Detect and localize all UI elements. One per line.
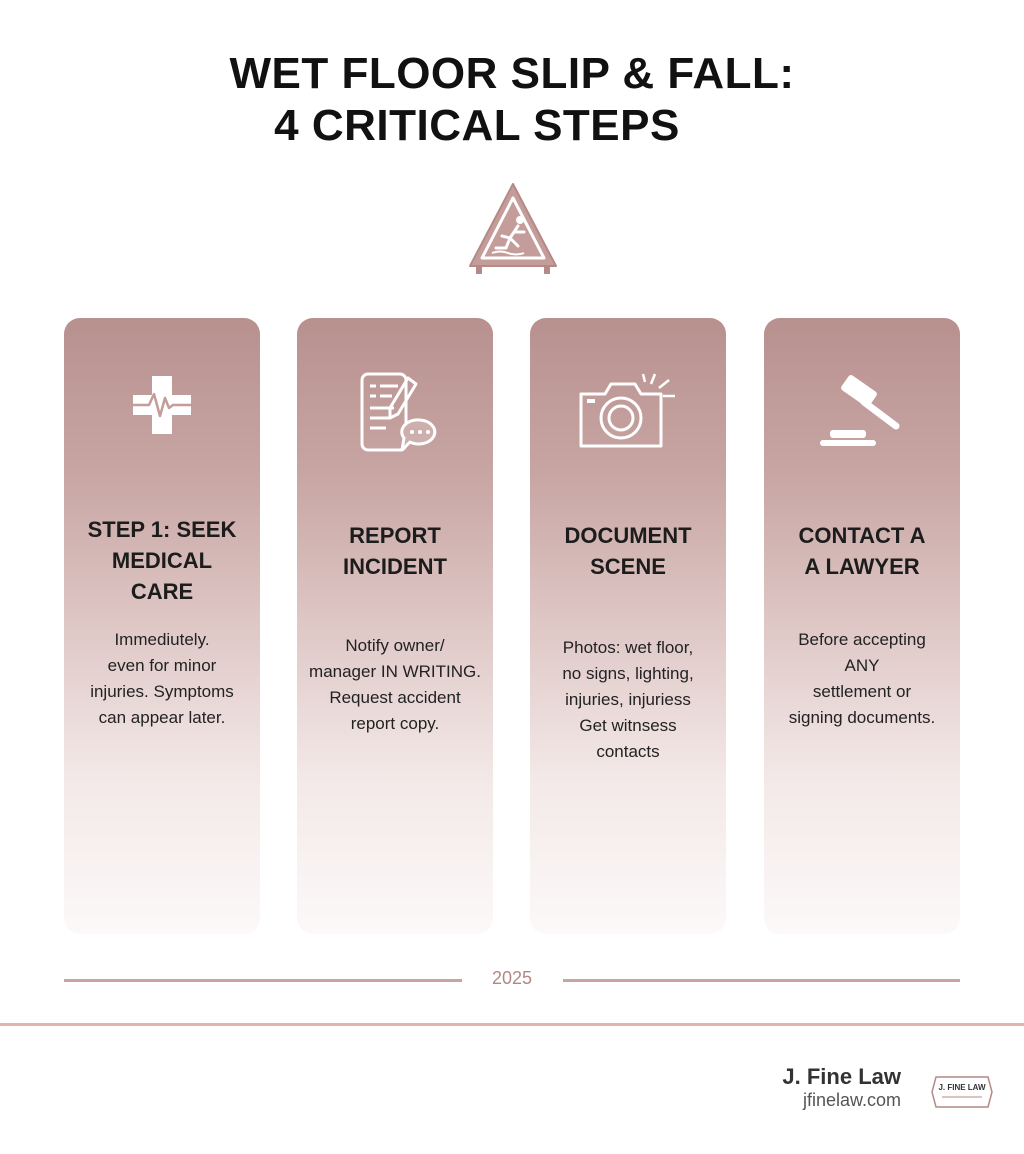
title-line-2: 4 CRITICAL STEPS xyxy=(274,101,680,150)
law-firm-logo xyxy=(930,1075,994,1109)
svg-text:J. FINE LAW: J. FINE LAW xyxy=(938,1083,986,1092)
wet-floor-sign-icon xyxy=(466,180,560,280)
title-line-1: WET FLOOR SLIP & FALL: xyxy=(229,49,795,98)
divider-right xyxy=(563,979,960,982)
step-description: Immediutely. even for minor injuries. Symptoms can appear later. xyxy=(90,630,234,727)
brand-name: J. Fine Law xyxy=(782,1064,901,1089)
page-title xyxy=(0,48,1024,152)
step-card-medical xyxy=(64,318,260,934)
step-card-lawyer xyxy=(764,318,960,934)
step-title: STEP 1: SEEK MEDICAL CARE xyxy=(87,517,237,604)
step-description: Before accepting ANY settlement or signing documents. xyxy=(788,630,936,727)
step-card-document xyxy=(530,318,726,934)
report-document-pen-icon xyxy=(350,370,440,460)
year-label: 2025 xyxy=(491,968,533,988)
medical-cross-heartbeat-icon xyxy=(127,370,197,440)
step-description: Notify owner/ manager IN WRITING. Request accident report copy. xyxy=(309,636,481,733)
step-description: Photos: wet floor, no signs, lighting, injuries, injuriess Get witnsess contacts xyxy=(562,638,694,761)
gavel-icon xyxy=(812,370,912,450)
step-title: DOCUMENT SCENE xyxy=(564,523,692,579)
footer-rule xyxy=(0,1023,1024,1026)
step-title: CONTACT A A LAWYER xyxy=(798,523,926,579)
camera-icon xyxy=(573,370,683,450)
divider-left xyxy=(64,979,462,982)
step-title: REPORT INCIDENT xyxy=(343,523,447,579)
step-card-report xyxy=(297,318,493,934)
brand-url[interactable]: jfinelaw.com xyxy=(802,1090,901,1110)
